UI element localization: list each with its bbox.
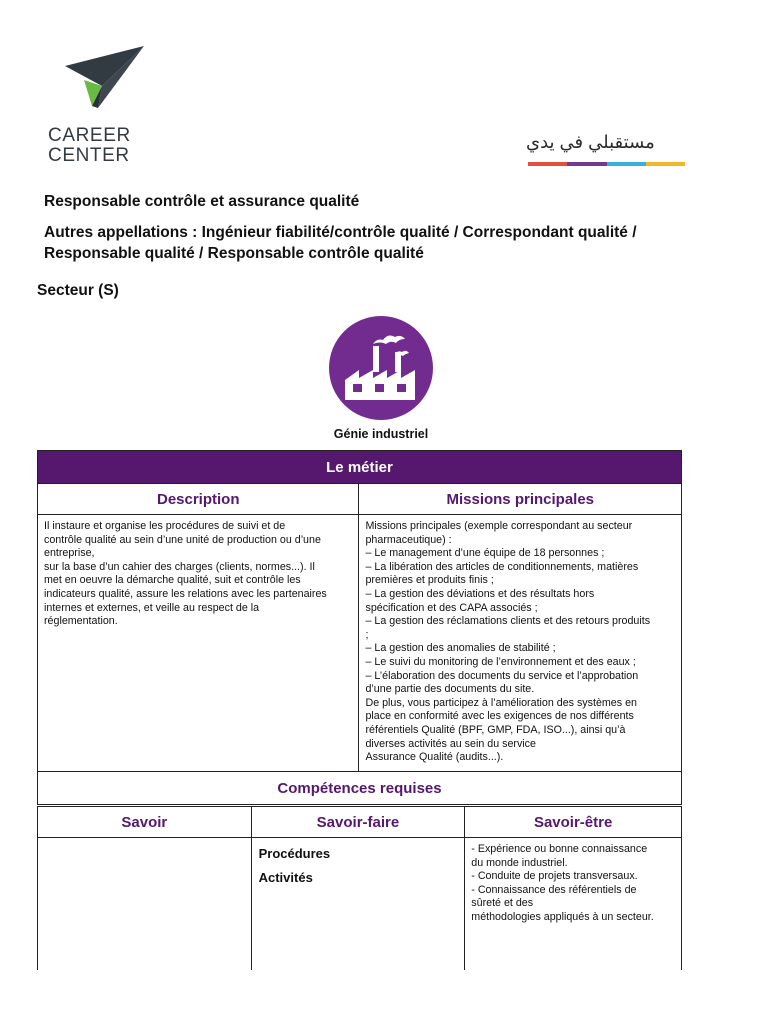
mission-line: – Le management d’une équipe de 18 personnes ;	[365, 547, 605, 560]
tagline-color-bar	[528, 162, 685, 166]
description-line: réglementation.	[44, 615, 118, 628]
mission-line: Missions principales (exemple correspondant au secteur	[365, 520, 633, 532]
job-title: Responsable contrôle et assurance qualité	[44, 193, 360, 210]
savoir-etre-header: Savoir-être	[465, 807, 682, 838]
savoir-cell	[38, 838, 252, 971]
savoir-etre-line: méthodologies appliqués à un secteur.	[471, 910, 654, 923]
savoir-etre-line: - Expérience ou bonne connaissance	[471, 843, 648, 855]
savoir-faire-item: Activités	[258, 870, 313, 885]
alternative-names: Autres appellations : Ingénieur fiabilité/contrôle qualité / Correspondant qualité / Responsable qualité / Responsable contrôle qualité	[44, 224, 637, 262]
description-line: Il instaure et organise les procédures de suivi et de	[44, 520, 286, 532]
sector-name: Génie industriel	[333, 427, 429, 441]
mission-line: – Le suivi du monitoring de l’environnement et des eaux ;	[365, 655, 636, 668]
mission-line: référentiels Qualité (BPF, GMP, FDA, ISO...), ainsi qu’à	[365, 723, 626, 736]
metier-table	[37, 450, 682, 805]
missions-header: Missions principales	[359, 484, 682, 515]
mission-line: De plus, vous participez à l’amélioration des systèmes en	[365, 696, 637, 709]
mission-line: – La gestion des anomalies de stabilité ;	[365, 642, 556, 655]
competences-table	[37, 806, 682, 970]
mission-line: – La gestion des déviations et des résultats hors	[365, 587, 595, 600]
description-line: contrôle qualité au sein d’une unité de production ou d’une	[44, 533, 321, 546]
mission-line: d’une partie des documents du site.	[365, 683, 535, 696]
savoir-etre-cell	[465, 838, 682, 971]
mission-line: place en conformité avec les exigences de nos différents	[365, 710, 634, 723]
savoir-header: Savoir	[38, 807, 252, 838]
logo-line-1: CAREER	[48, 125, 131, 146]
savoir-etre-line: - Conduite de projets transversaux.	[471, 870, 638, 883]
career-center-paper-plane-logo	[62, 46, 144, 108]
description-line: sur la base d’un cahier des charges (clients, normes...). Il	[44, 560, 315, 573]
mission-line: – La libération des articles de conditionnements, matières	[365, 560, 639, 573]
missions-cell	[359, 515, 682, 772]
arabic-tagline: مستقبلي في يدي	[526, 132, 655, 152]
description-line: indicateurs qualité, assure les relations avec les partenaires	[44, 587, 327, 600]
career-center-wordmark	[48, 126, 131, 166]
savoir-etre-line: du monde industriel.	[471, 856, 568, 869]
description-line: internes et externes, et veille au respect de la	[44, 601, 260, 614]
description-cell	[38, 515, 359, 772]
savoir-etre-line: sûreté et des	[471, 897, 534, 910]
savoir-faire-header: Savoir-faire	[251, 807, 465, 838]
description-line: met en oeuvre la démarche qualité, suit et contrôle les	[44, 574, 301, 587]
mission-line: ;	[365, 628, 369, 641]
competences-header: Compétences requises	[38, 772, 682, 805]
mission-line: – L’élaboration des documents du service et l’approbation	[365, 669, 639, 682]
metier-band: Le métier	[38, 451, 682, 484]
mission-line: Assurance Qualité (audits...).	[365, 751, 504, 764]
mission-line: premières et produits finis ;	[365, 574, 494, 587]
mission-line: spécification et des CAPA associés ;	[365, 601, 538, 614]
description-header: Description	[38, 484, 359, 515]
savoir-etre-line: - Connaissance des référentiels de	[471, 883, 637, 896]
logo-line-2: CENTER	[48, 145, 130, 166]
savoir-faire-cell	[251, 838, 465, 971]
factory-icon	[329, 316, 433, 420]
mission-line: pharmaceutique) :	[365, 533, 452, 546]
description-line: entreprise,	[44, 547, 95, 560]
sector-label: Secteur (S)	[37, 282, 119, 299]
mission-line: diverses activités au sein du service	[365, 737, 536, 750]
savoir-faire-item: Procédures	[258, 846, 331, 861]
mission-line: – La gestion des réclamations clients et des retours produits	[365, 615, 651, 628]
